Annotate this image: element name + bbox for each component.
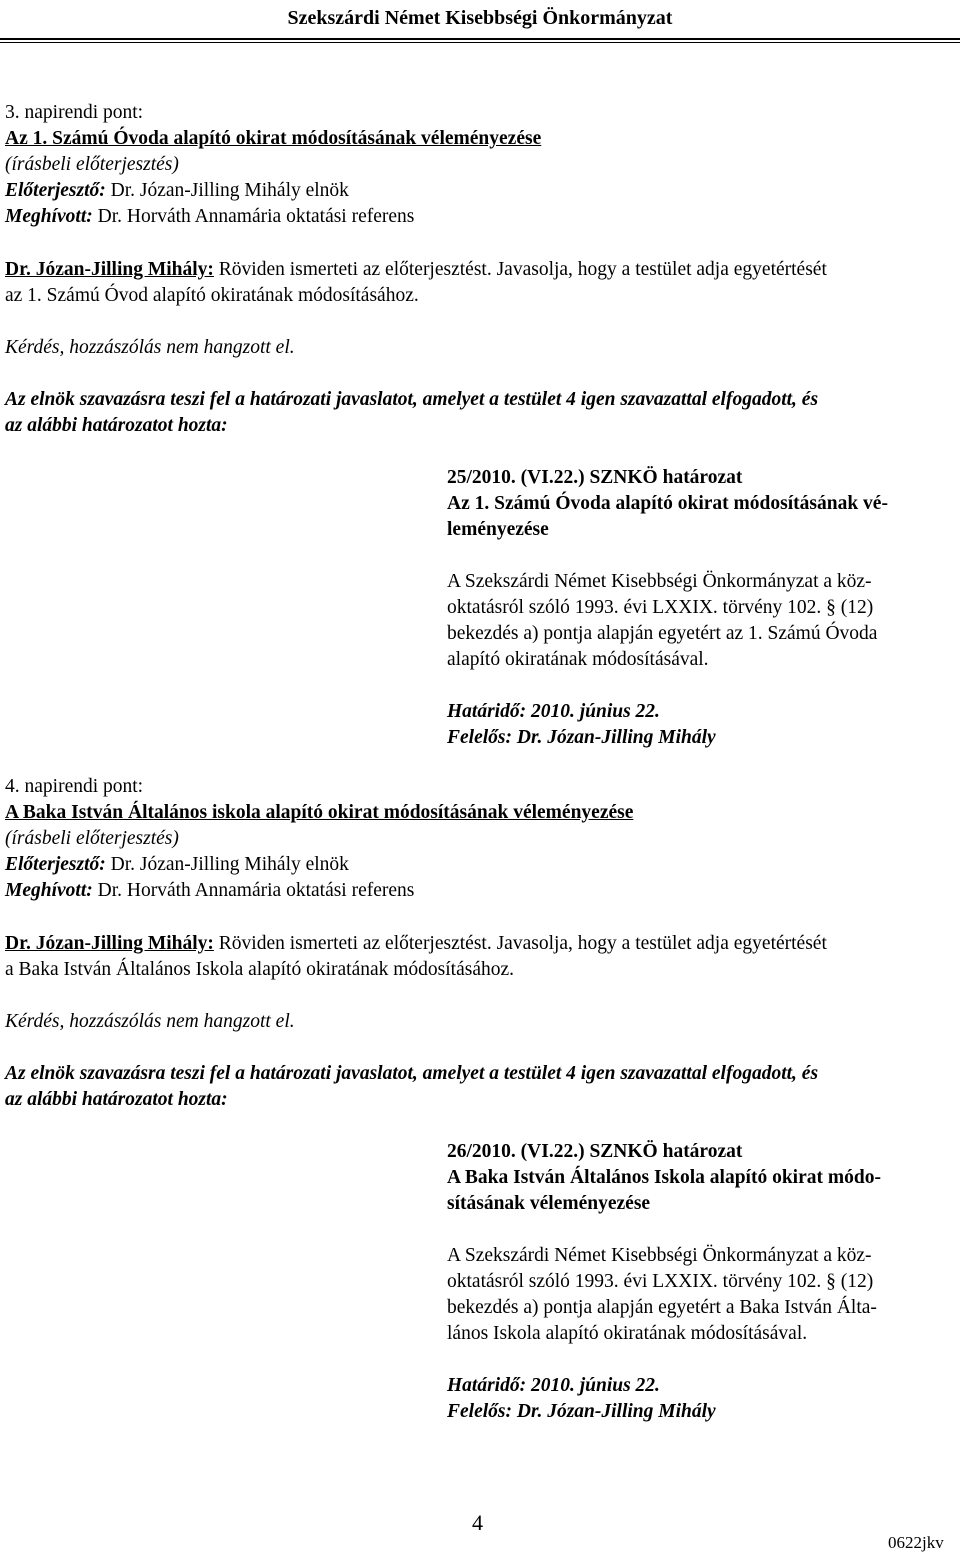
item4-speech-line2: a Baka István Általános Iskola alapító okiratának módosításához. <box>5 959 515 980</box>
item3-speech-text1: Röviden ismerteti az előterjesztést. Javasolja, hogy a testület adja egyetértését <box>213 259 827 280</box>
item4-speech-text1: Röviden ismerteti az előterjesztést. Javasolja, hogy a testület adja egyetértését <box>213 933 827 954</box>
item3-invited <box>5 204 414 230</box>
page-number: 4 <box>472 1510 483 1535</box>
page-header-title: Szekszárdi Német Kisebbségi Önkormányzat <box>287 7 673 29</box>
item3-presenter <box>5 178 349 204</box>
item4-no-questions: Kérdés, hozzászólás nem hangzott el. <box>5 1011 295 1032</box>
resolution-25-body-line3: bekezdés a) pontja alapján egyetért az 1. Számú Óvoda <box>447 623 878 644</box>
item4-speaker: Dr. Józan-Jilling Mihály: <box>5 933 214 954</box>
resolution-26-body-line4: lános Iskola alapító okiratának módosításával. <box>447 1323 808 1344</box>
resolution-26-deadline: Határidő: 2010. június 22. <box>447 1375 660 1396</box>
resolution-25-title-line2: leményezése <box>447 519 549 540</box>
resolution-25-number: 25/2010. (VI.22.) SZNKÖ határozat <box>447 467 743 488</box>
item4-title: A Baka István Általános iskola alapító okirat módosításának véleményezése <box>5 802 634 823</box>
item4-invited-value: Dr. Horváth Annamária oktatási referens <box>92 880 415 901</box>
resolution-26-body-line1: A Szekszárdi Német Kisebbségi Önkormányzat a köz- <box>447 1245 872 1266</box>
item3-type: (írásbeli előterjesztés) <box>5 154 179 175</box>
document-code: 0622jkv <box>888 1533 944 1552</box>
item3-invited-value: Dr. Horváth Annamária oktatási referens <box>92 206 415 227</box>
item3-speech-line2: az 1. Számú Óvod alapító okiratának módosításához. <box>5 285 419 306</box>
item3-no-questions: Kérdés, hozzászólás nem hangzott el. <box>5 337 295 358</box>
item4-invited <box>5 878 414 904</box>
header-rule-thin <box>0 42 960 43</box>
item3-heading: 3. napirendi pont: <box>5 102 144 123</box>
item4-invited-label: Meghívott: <box>5 880 93 901</box>
item4-presenter-value: Dr. Józan-Jilling Mihály elnök <box>105 854 349 875</box>
item4-speech-line1 <box>5 931 827 957</box>
item3-speech-line1 <box>5 257 827 283</box>
item3-speaker: Dr. Józan-Jilling Mihály: <box>5 259 214 280</box>
resolution-25-body-line1: A Szekszárdi Német Kisebbségi Önkormányzat a köz- <box>447 571 872 592</box>
resolution-26-number: 26/2010. (VI.22.) SZNKÖ határozat <box>447 1141 743 1162</box>
resolution-26-responsible: Felelős: Dr. Józan-Jilling Mihály <box>447 1401 716 1422</box>
resolution-26-title-line1: A Baka István Általános Iskola alapító okirat módo- <box>447 1167 881 1188</box>
item3-presenter-value: Dr. Józan-Jilling Mihály elnök <box>105 180 349 201</box>
item3-vote-line2: az alábbi határozatot hozta: <box>5 415 228 436</box>
header-rule <box>0 38 960 40</box>
resolution-25-body-line4: alapító okiratának módosításával. <box>447 649 709 670</box>
item4-presenter <box>5 852 349 878</box>
resolution-26-body-line3: bekezdés a) pontja alapján egyetért a Baka István Álta- <box>447 1297 877 1318</box>
item4-vote-line1: Az elnök szavazásra teszi fel a határozati javaslatot, amelyet a testület 4 igen szavazattal elfogadott, és <box>5 1063 819 1084</box>
resolution-25-title-line1: Az 1. Számú Óvoda alapító okirat módosításának vé- <box>447 493 888 514</box>
resolution-25-responsible: Felelős: Dr. Józan-Jilling Mihály <box>447 727 716 748</box>
item4-type: (írásbeli előterjesztés) <box>5 828 179 849</box>
resolution-25-body-line2: oktatásról szóló 1993. évi LXXIX. törvény 102. § (12) <box>447 597 874 618</box>
item3-vote-line1: Az elnök szavazásra teszi fel a határozati javaslatot, amelyet a testület 4 igen szavazattal elfogadott, és <box>5 389 819 410</box>
item4-heading: 4. napirendi pont: <box>5 776 144 797</box>
item4-vote-line2: az alábbi határozatot hozta: <box>5 1089 228 1110</box>
item4-presenter-label: Előterjesztő: <box>5 854 106 875</box>
resolution-26-body-line2: oktatásról szóló 1993. évi LXXIX. törvény 102. § (12) <box>447 1271 874 1292</box>
item3-title: Az 1. Számú Óvoda alapító okirat módosításának véleményezése <box>5 128 542 149</box>
item3-invited-label: Meghívott: <box>5 206 93 227</box>
resolution-25-deadline: Határidő: 2010. június 22. <box>447 701 660 722</box>
item3-presenter-label: Előterjesztő: <box>5 180 106 201</box>
resolution-26-title-line2: sításának véleményezése <box>447 1193 651 1214</box>
